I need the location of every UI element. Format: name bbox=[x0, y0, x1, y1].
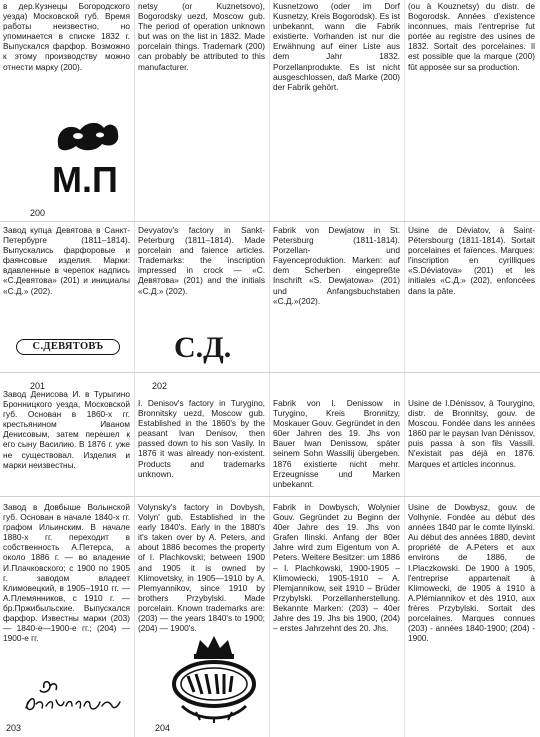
trademark-number: 203 bbox=[6, 723, 22, 733]
row-divider bbox=[0, 496, 540, 497]
trademark-number: 201 bbox=[30, 381, 46, 391]
entry-text-de: Fabrik von I. Denissow in Turygino, Kreis Bronnitzy, Moskauer Gouv. Gegründet in den 60er Jahren des 19. Jhs von Bauer Iwan Denissow, später seinem Sohn Wassilij übergeben. 1876 existierte nicht mehr. Erzeugnisse und Marken unbekannt. bbox=[273, 398, 400, 489]
entry-text-ru: Завод купца Девятова в Санкт-Петербурге (1811–1814). Выпускались фарфоровые и фаянсовые изделия. Марки: вдавленные в черепок надпись «С.Девятова» (201) и инициалы «С.Д.» (202). bbox=[3, 225, 130, 296]
trademark-203 bbox=[20, 678, 124, 714]
entry-text-de: Kusnetzowo (oder im Dorf Kusnetzy, Kreis Bogorodsk). Es ist unbekannt, wann die Fabrik existierte. Vorhanden ist nur die Erwähnung auf einer Liste aus dem Jahr 1832. Porzellanprodukte. Es ist nicht ausgeschlossen, daß Marke (200) der Fabrik gehört. bbox=[273, 1, 400, 92]
entry-text-en: Devyatov's factory in Sankt-Peterburg (1811–1814). Made porcelain and faience articles. Trademarks: the inscription impressed in crock — «С. Девятова» (201) and the initials «С.Д.» (202). bbox=[138, 225, 265, 296]
trademark-number: 202 bbox=[152, 381, 168, 391]
trademark-204 bbox=[166, 632, 262, 724]
row-divider bbox=[0, 221, 540, 222]
entry-text-fr: Usine de Déviatov, à Saint-Pétersbourg (1811-1814). Sortait porcelaines et faïences. Marques: l'inscription en cyrilliques «S.Déviatova» (201) et les initiales «С.Д.» (202), enfoncées dans la pâte. bbox=[408, 225, 535, 296]
entry-text-ru: Завод Денисова И. в Турыгино Бронницкого уезда, Московской губ. Основан в 1860-х гг. крестьянином Иваном Денисовым, затем перешел к его сыну Василию. В 1876 г. уже не существовал. Изделия и марки неизвестны. bbox=[3, 389, 130, 470]
trademark-200-text: М.П bbox=[52, 159, 118, 200]
trademark-202: С.Д. bbox=[174, 331, 232, 364]
trademark-200 bbox=[48, 118, 124, 202]
entry-text-de: Fabrik in Dowbysch, Wolynier Gouv. Gegründet zu Beginn der 40er Jahre des 19. Jhs von Grafen Ilinski. Anfang der 80er Jahre wird zum Eigentum von A. Peters. Weitere Besitzer: um 1886 – I. Plachkowski, 1900-1905 – Klimowiecki, 1905-1910 – A. Plemjannikow, seit 1910 – Brüder Przybylski. Porzellanherstellung. Bekannte Marken: (203) – 40er Jahre des 19. Jhs bis 1900, (204) – erstes Jahrzehnt des 20. Jhs. bbox=[273, 502, 400, 634]
entry-text-fr: Usine de I.Dénissov, à Tourygino, distr. de Bronnitsy, gouv. de Moscou. Fondée dans les années 1860 par le paysan Ivan Dénissov, puis passa à son fils Vassili. N'existait pas déjà en 1876. Marques et articles inconnus. bbox=[408, 398, 535, 469]
entry-text-en: I. Denisov's factory in Turygino, Bronnitsky uezd, Moscow gub. Established in the 1860's by the peasant Ivan Denisov, then passed down to his son Vasily. In 1876 it was already non-existent. Products and trademarks unknown. bbox=[138, 398, 265, 479]
entry-text-en: netsy (or Kuznetsovo), Bogorodsky uezd, Moscow gub. The period of operation unknown but was on the list in 1832. Made porcelain things. Trademark (200) can probably be attributed to this manufacturer. bbox=[138, 1, 265, 72]
row-divider bbox=[0, 372, 540, 373]
entry-text-ru: Завод в Довбыше Волынской губ. Основан в начале 1840-х гг. графом Ильинским. В начале 1880-х гг. переходит в собственность А.Петерса, а около 1886 г. — во владение И.Плачковского; с 1900 по 1905 г. заводом владеет Климовецкий, в 1905–1910 гг. — А.Племянников, с 1910 г. — бр.Пржибыльские. Выпускался фарфор. Известны марки (203) — 1840-е—1900-е гг.; (204) — 1900-е гг. bbox=[3, 502, 130, 644]
entry-text-de: Fabrik von Dewjatow in St. Petersburg (1811-1814). Porzellan- und Fayenceproduktion. Marken: auf dem Scherben eingepreßte Inschrift «S. Dewjatowa» (201) und Anfangsbuchstaben «С.Д.»(202). bbox=[273, 225, 400, 306]
trademark-number: 200 bbox=[30, 208, 46, 218]
trademark-number: 204 bbox=[155, 723, 171, 733]
trademark-201: С.ДЕВЯТОВЪ bbox=[16, 339, 120, 355]
entry-text-fr: (ou à Kouznetsy) du distr. de Bogorodsk. Années d'existence inconnues, mais l'entreprise fut portée au registre des usines de 1832. Sortait des porcelaines. Il est possible que la marque (200) fût apposée sur sa production. bbox=[408, 1, 535, 72]
entry-text-fr: Usine de Dowbysz, gouv. de Volhynie. Fondée au début des années 1840 par le comte Ilyinski. Au début des années 1880, devint propriété de A.Peters et aux environs de 1886, de I.Placzkowski. De 1900 à 1905, l'entreprise appartenait à Klimowecki, de 1905 à 1910 à A.Plémiannikov et dès 1910, aux frères Przybylski. Sortait des porcelaines. Marques connues (203) - années 1840-1900; (204) - 1900. bbox=[408, 502, 535, 644]
entry-text-en: Volynsky's factory in Dovbysh, Volyn' gub. Established in the early 1840's. Early in the 1880's it's taken over by A. Peters, and about 1886 becomes the property of I. Plachkovski; between 1900 and 1905 it is owned by Klimovetsky, in 1905—1910 by A. Plemyannikov, since 1910 by brothers Przybylski. Made porcelain. Known trademarks are: (203) — the years 1840's to 1900; (204) — 1900's. bbox=[138, 502, 265, 634]
entry-text-ru: в дер.Кузнецы Богородского уезда) Московской губ. Время работы неизвестно, но упоминается в списке 1832 г. Выпускался фарфор. Возможно к этому производству можно отнести марку (200). bbox=[3, 1, 130, 72]
